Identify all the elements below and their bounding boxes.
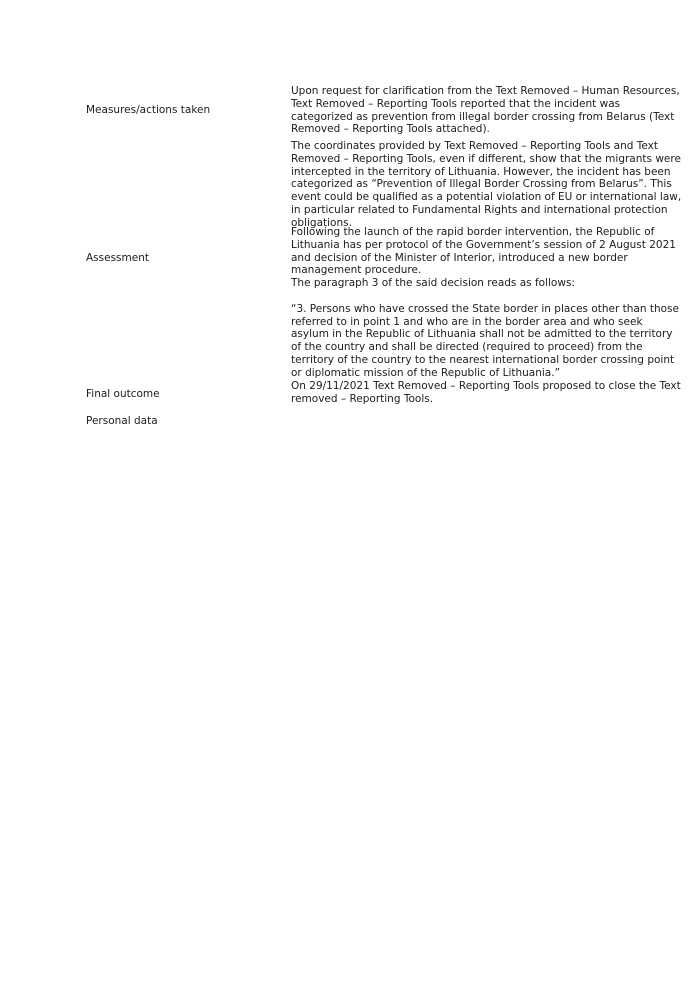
label-final-outcome: Final outcome: [86, 388, 160, 400]
assessment-text-2: The paragraph 3 of the said decision reads as follows:: [291, 277, 575, 290]
assessment-text-1: Following the launch of the rapid border intervention, the Republic of Lithuania has per protocol of the Government’s session of 2 August 2021 and decision of the Minister of Interior, introduced a new border management procedure.: [291, 226, 676, 277]
measures-paragraph-1: [291, 85, 683, 136]
final-outcome-text: On 29/11/2021 Text Removed – Reporting Tools proposed to close the Text removed – Reporting Tools.: [291, 380, 681, 405]
assessment-quote: “3. Persons who have crossed the State border in places other than those referred to in point 1 and who are in the border area and who seek asylum in the Republic of Lithuania shall not be admitted to the territory of the country and shall be directed (required to proceed) from the territory of the country to the nearest international border crossing point or diplomatic mission of the Republic of Lithuania.”: [291, 302, 679, 379]
assessment-block: [291, 226, 683, 380]
measures-text-2: The coordinates provided by Text Removed – Reporting Tools and Text Removed – Reporting Tools, even if different, show that the migrants were intercepted in the territory of Lithuania. However, the incident has been categorized as “Prevention of Illegal Border Crossing from Belarus”. This event could be qualified as a potential violation of EU or international law, in particular related to Fundamental Rights and international protection obligations.: [291, 140, 682, 229]
paragraph-spacer: [291, 290, 683, 303]
label-personal-data: Personal data: [86, 415, 158, 427]
measures-text-1: Upon request for clarification from the Text Removed – Human Resources, Text Removed – Reporting Tools reported that the incident was categorized as prevention from illegal border crossing from Belarus (Text Removed – Reporting Tools attached).: [291, 85, 680, 136]
measures-paragraph-2: [291, 140, 683, 230]
label-measures-actions-taken: Measures/actions taken: [86, 104, 211, 116]
final-outcome-block: [291, 380, 683, 406]
label-assessment: Assessment: [86, 252, 149, 264]
